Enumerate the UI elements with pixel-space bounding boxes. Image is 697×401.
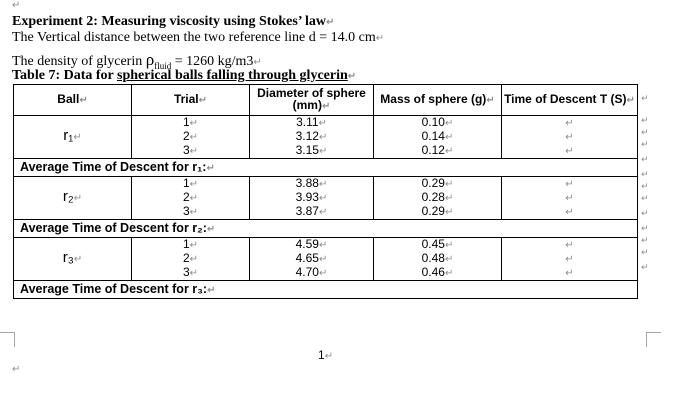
diameter-value: 3.88 [295, 176, 319, 190]
trial-cell [132, 266, 250, 281]
cell-mark: ↵ [444, 240, 454, 251]
average-label: Average Time of Descent for r₂: [20, 220, 207, 235]
cell-mark: ↵ [318, 268, 328, 279]
row-end-mark: ↵ [641, 181, 649, 192]
cell-mark: ↵ [189, 118, 199, 129]
average-cell [14, 220, 638, 238]
row-end-mark: ↵ [641, 115, 649, 126]
cell-mark: ↵ [321, 101, 331, 112]
cell-mark: ↵ [565, 132, 574, 143]
time-cell [502, 116, 638, 131]
mass-value: 0.48 [421, 252, 445, 265]
cell-mark: ↵ [444, 118, 454, 129]
row-end-mark: ↵ [641, 262, 649, 273]
mass-cell [374, 116, 502, 131]
cell-mark: ↵ [189, 132, 199, 143]
cell-mark: ↵ [189, 254, 199, 265]
cell-mark: ↵ [73, 132, 82, 143]
diameter-cell [250, 116, 374, 131]
caption-lead: Table 7: Data for [12, 68, 117, 83]
trial-value: 3 [182, 266, 190, 279]
cell-mark: ↵ [189, 240, 199, 251]
cell-mark: ↵ [189, 207, 199, 218]
cell-mark: ↵ [444, 132, 454, 143]
cell-mark: ↵ [189, 146, 199, 157]
header-diameter-text: Diameter of sphere (mm) [257, 86, 366, 112]
density-rho: ρ [145, 50, 155, 69]
distance-text: The Vertical distance between the two reference line d = 14.0 cm [12, 30, 376, 45]
trial-value: 3 [182, 205, 190, 218]
paragraph-mark: ↵ [347, 71, 357, 82]
cell-mark: ↵ [626, 95, 635, 106]
crop-mark-right [646, 332, 661, 347]
average-label: Average Time of Descent for r₃: [20, 281, 208, 296]
cell-mark: ↵ [565, 207, 574, 218]
cell-mark: ↵ [318, 118, 327, 129]
row-end-mark: ↵ [641, 154, 649, 165]
header-diameter [250, 85, 374, 116]
diameter-cell [250, 144, 374, 159]
row-end-mark: ↵ [641, 223, 649, 234]
distance-statement [12, 30, 384, 47]
row-end-mark: ↵ [641, 127, 649, 138]
row-end-mark: ↵ [641, 169, 649, 180]
cell-mark: ↵ [444, 268, 454, 279]
row-end-mark: ↵ [641, 235, 649, 246]
average-row [14, 220, 638, 238]
diameter-cell [250, 130, 374, 144]
ball-label: r₂ [62, 188, 74, 205]
table-row [14, 116, 638, 131]
cell-mark: ↵ [198, 95, 208, 106]
page-number-text: 1 [318, 348, 325, 362]
mass-value: 0.29 [421, 176, 445, 190]
mass-value: 0.28 [421, 191, 445, 204]
density-subscript: fluid [154, 60, 172, 71]
crop-mark-left [0, 332, 15, 347]
diameter-value: 3.11 [296, 115, 319, 129]
cell-mark: ↵ [565, 146, 574, 157]
header-mass [374, 85, 502, 116]
mass-value: 0.46 [421, 266, 445, 279]
paragraph-mark: ↵ [375, 33, 385, 44]
mass-value: 0.45 [421, 237, 445, 251]
header-ball [14, 85, 132, 116]
mass-cell [374, 252, 502, 266]
cell-mark: ↵ [565, 118, 574, 129]
time-cell [502, 252, 638, 266]
cell-mark: ↵ [318, 179, 328, 190]
paragraph-mark: ↵ [253, 57, 262, 68]
average-row [14, 159, 638, 177]
diameter-value: 4.65 [295, 252, 319, 265]
mass-cell [374, 144, 502, 159]
trial-value: 3 [182, 144, 190, 157]
cell-mark: ↵ [318, 132, 328, 143]
cell-mark: ↵ [189, 179, 199, 190]
table-header-row [14, 85, 638, 116]
mass-value: 0.14 [421, 130, 445, 143]
paragraph-mark: ↵ [324, 351, 334, 362]
average-cell [14, 159, 638, 177]
time-cell [502, 177, 638, 192]
trial-value: 1 [182, 176, 190, 190]
time-cell [502, 238, 638, 253]
experiment-heading [12, 14, 334, 31]
header-mass-text: Mass of sphere (g) [380, 92, 487, 106]
cell-mark: ↵ [444, 179, 454, 190]
trial-cell [132, 177, 250, 192]
experiment-heading-text: Experiment 2: Measuring viscosity using Stokes’ law [12, 14, 326, 29]
cell-mark: ↵ [318, 254, 328, 265]
cell-mark: ↵ [189, 268, 199, 279]
table-caption [12, 68, 356, 85]
diameter-value: 4.59 [295, 237, 319, 251]
trial-cell [132, 144, 250, 159]
trial-cell [132, 191, 250, 205]
diameter-value: 3.12 [295, 130, 319, 143]
mass-value: 0.12 [421, 144, 445, 157]
time-cell [502, 266, 638, 281]
trial-value: 2 [182, 191, 190, 204]
caption-underlined: spherical balls falling through glycerin [117, 68, 348, 83]
average-row [14, 281, 638, 299]
cell-mark: ↵ [318, 146, 328, 157]
diameter-cell [250, 252, 374, 266]
diameter-value: 4.70 [295, 266, 319, 279]
row-end-mark: ↵ [641, 139, 649, 150]
ball-label: r₁ [63, 127, 74, 144]
trial-value: 2 [182, 130, 190, 143]
trial-cell [132, 252, 250, 266]
trial-cell [132, 205, 250, 220]
row-end-mark: ↵ [641, 247, 649, 258]
density-suffix: = 1260 kg/m3 [171, 54, 254, 69]
cell-mark: ↵ [318, 193, 328, 204]
cell-mark: ↵ [79, 95, 88, 106]
page-number [318, 348, 333, 362]
trial-cell [132, 238, 250, 253]
average-cell [14, 281, 638, 299]
mass-cell [374, 266, 502, 281]
diameter-value: 3.93 [295, 191, 319, 204]
cell-mark: ↵ [565, 193, 574, 204]
mass-value: 0.29 [421, 205, 445, 218]
mass-cell [374, 205, 502, 220]
header-trial-text: Trial [173, 92, 199, 106]
cell-mark: ↵ [206, 162, 215, 174]
average-label: Average Time of Descent for r₁: [20, 159, 207, 174]
ball-cell [14, 177, 132, 220]
cell-mark: ↵ [565, 179, 574, 190]
diameter-cell [250, 238, 374, 253]
paragraph-mark-top: ↵ [12, 0, 21, 11]
cell-mark: ↵ [444, 207, 454, 218]
mass-value: 0.10 [421, 115, 445, 129]
cell-mark: ↵ [73, 193, 83, 204]
density-prefix: The density of glycerin [12, 54, 146, 69]
ball-cell [14, 116, 132, 159]
time-cell [502, 191, 638, 205]
diameter-cell [250, 266, 374, 281]
ball-label: r₃ [62, 249, 74, 266]
header-time-text: Time of Descent T (S) [504, 92, 627, 106]
mass-cell [374, 191, 502, 205]
cell-mark: ↵ [318, 240, 328, 251]
cell-mark: ↵ [565, 268, 574, 279]
trial-value: 1 [182, 115, 190, 129]
cell-mark: ↵ [444, 254, 454, 265]
diameter-value: 3.87 [295, 205, 319, 218]
trial-cell [132, 130, 250, 144]
row-end-mark: ↵ [641, 208, 649, 219]
cell-mark: ↵ [73, 254, 83, 265]
table-row [14, 177, 638, 192]
mass-cell [374, 238, 502, 253]
diameter-cell [250, 191, 374, 205]
paragraph-mark-bottom: ↵ [12, 364, 21, 375]
cell-mark: ↵ [565, 254, 574, 265]
cell-mark: ↵ [565, 240, 574, 251]
cell-mark: ↵ [486, 95, 495, 106]
diameter-value: 3.15 [295, 144, 319, 157]
spheres-data-table [13, 84, 638, 299]
trial-value: 1 [182, 237, 190, 251]
row-end-mark: ↵ [641, 94, 649, 104]
ball-cell [14, 238, 132, 281]
trial-cell [132, 116, 250, 131]
cell-mark: ↵ [206, 223, 216, 235]
header-ball-text: Ball [57, 92, 80, 106]
mass-cell [374, 130, 502, 144]
table-row [14, 238, 638, 253]
cell-mark: ↵ [318, 207, 328, 218]
time-cell [502, 144, 638, 159]
header-time [502, 85, 638, 116]
diameter-cell [250, 205, 374, 220]
diameter-cell [250, 177, 374, 192]
cell-mark: ↵ [444, 146, 454, 157]
cell-mark: ↵ [444, 193, 454, 204]
mass-cell [374, 177, 502, 192]
row-end-mark: ↵ [641, 193, 649, 204]
header-trial [132, 85, 250, 116]
cell-mark: ↵ [207, 284, 216, 296]
time-cell [502, 205, 638, 220]
trial-value: 2 [182, 252, 190, 265]
time-cell [502, 130, 638, 144]
paragraph-mark: ↵ [325, 17, 335, 28]
cell-mark: ↵ [189, 193, 199, 204]
